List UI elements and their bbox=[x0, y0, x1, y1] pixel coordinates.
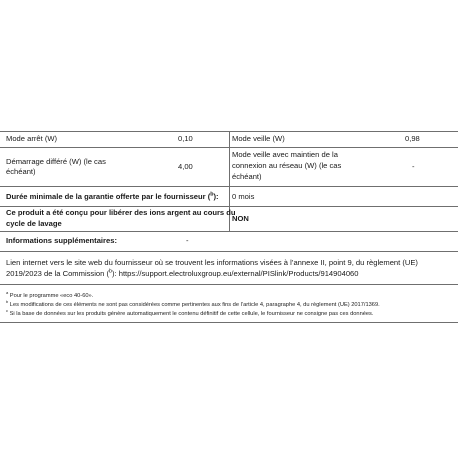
rule-link bbox=[0, 284, 458, 285]
veille-reseau-label-line1: Mode veille avec maintien de la bbox=[232, 150, 338, 159]
warranty-footnote-ref: b bbox=[210, 191, 214, 198]
demarrage-differe-value: 4,00 bbox=[178, 162, 193, 171]
demarrage-differe-label-line1: Démarrage différé (W) (le cas bbox=[6, 157, 106, 166]
demarrage-differe-label-line2: échéant) bbox=[6, 167, 36, 176]
footnote-c-mark: c bbox=[6, 308, 8, 314]
supplier-link-line2 bbox=[6, 269, 359, 280]
silver-ions-label-line1: Ce produit a été conçu pour libérer des ions argent au cours du bbox=[6, 208, 236, 217]
footnote-c-text: Si la base de données sur les produits génère automatiquement le contenu définitif de cette cellule, le fournisseur ne consigne pas ces données. bbox=[7, 311, 374, 317]
mode-veille-value: 0,98 bbox=[405, 134, 420, 143]
footnote-a-text: Pour le programme «eco 40-60». bbox=[8, 293, 94, 299]
supplier-link-line1: Lien internet vers le site web du fournisseur où se trouvent les informations visées à l’annexe II, point 9, du règlement (UE) bbox=[6, 258, 418, 267]
warranty-label bbox=[6, 192, 219, 203]
mode-arret-value: 0,10 bbox=[178, 134, 193, 143]
footnote-b bbox=[6, 301, 380, 309]
supplier-link-line2-start: 2019/2023 de la Commission ( bbox=[6, 269, 109, 278]
veille-reseau-value: - bbox=[412, 162, 415, 171]
footnote-b-mark: b bbox=[6, 299, 9, 305]
mode-arret-label: Mode arrêt (W) bbox=[6, 134, 58, 143]
warranty-label-text: Durée minimale de la garantie offerte par le fournisseur ( bbox=[6, 192, 211, 201]
rule-bottom bbox=[0, 322, 458, 323]
footnote-c bbox=[6, 310, 373, 318]
additional-info-label: Informations supplémentaires: bbox=[6, 236, 117, 245]
additional-info-value: - bbox=[186, 236, 189, 245]
rule-silver bbox=[0, 231, 458, 232]
footnote-a bbox=[6, 292, 93, 300]
silver-ions-value: NON bbox=[232, 214, 249, 223]
rule-info bbox=[0, 251, 458, 252]
veille-reseau-label-line3: échéant) bbox=[232, 172, 262, 181]
supplier-link-url[interactable]: ): https://support.electroluxgroup.eu/external/PISlink/Products/914904060 bbox=[111, 269, 359, 278]
footnote-b-text: Les modifications de ces éléments ne sont pas considérées comme pertinentes aux fins de l’article 4, paragraphe 4, du règlement (UE) 2017/1369. bbox=[8, 302, 380, 308]
veille-reseau-label-line2: connexion au réseau (W) (le cas bbox=[232, 161, 342, 170]
supplier-link-footnote-ref: b bbox=[109, 268, 112, 275]
silver-ions-label-line2: cycle de lavage bbox=[6, 219, 62, 228]
mode-veille-label: Mode veille (W) bbox=[232, 134, 285, 143]
warranty-label-end: ): bbox=[213, 192, 219, 201]
warranty-value: 0 mois bbox=[232, 192, 255, 201]
footnote-a-mark: a bbox=[6, 290, 9, 296]
